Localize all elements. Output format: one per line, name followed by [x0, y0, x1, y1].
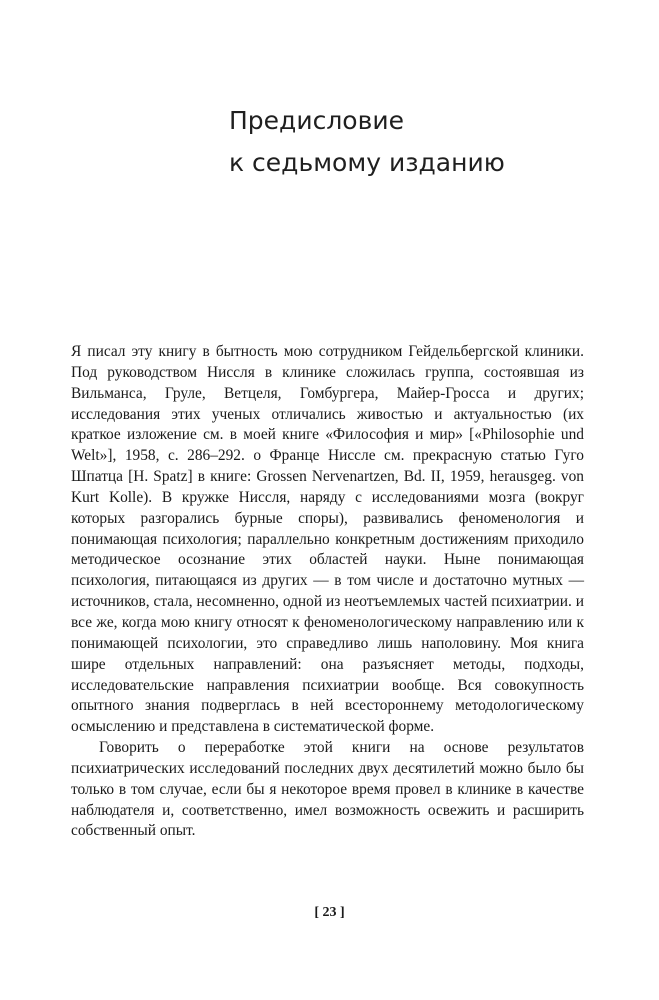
chapter-title-line-1: Предисловие [229, 106, 404, 135]
chapter-title-line-2: к седьмому изданию [229, 148, 505, 177]
page-number: [ 23 ] [314, 905, 345, 920]
paragraph-2: Говорить о переработке этой книги на основе результатов психиатрических исследований последних двух десятилетий можно было бы только в том случае, если бы я некоторое время провел в клинике в качестве наблюдателя и, соответственно, имел возможность освежить и расширить собственный опыт. [71, 739, 584, 840]
body-text [71, 342, 584, 842]
chapter-title [229, 100, 629, 184]
paragraph-1: Я писал эту книгу в бытность мою сотрудником Гейдельбергской клиники. Под руководством Ниссля в клинике сложилась группа, состоявшая из Вильманса, Груле, Ветцеля, Гомбургера, Майер-Гросса и других; исследования этих ученых отличались живостью и актуальностью (их краткое изложение см. в моей книге «Философия и мир» [«Philosophie und Welt»], 1958, с. 286–292. о Франце Ниссле см. прекрасную статью Гуго Шпатца [H. Spatz] в книге: Grossen Nervenartzen, Bd. II, 1959, herausgeg. von Kurt Kolle). В кружке Ниссля, наряду с исследованиями мозга (вокруг которых разгорались бурные споры), развивались феноменология и понимающая психология; параллельно конкретным достижениям приходило методическое осознание этих областей науки. Ныне понимающая психология, питающаяся из других — в том числе и достаточно мутных — источников, стала, несомненно, одной из неотъемлемых частей психиатрии. и все же, когда мою книгу относят к феноменологическому направлению или к понимающей психологии, это справедливо лишь наполовину. Моя книга шире отдельных направлений: она разъясняет методы, подходы, исследовательские направления психиатрии вообще. Вся совокупность опытного знания подверглась в ней всестороннему методологическому осмыслению и представлена в систематической форме. [71, 343, 584, 736]
